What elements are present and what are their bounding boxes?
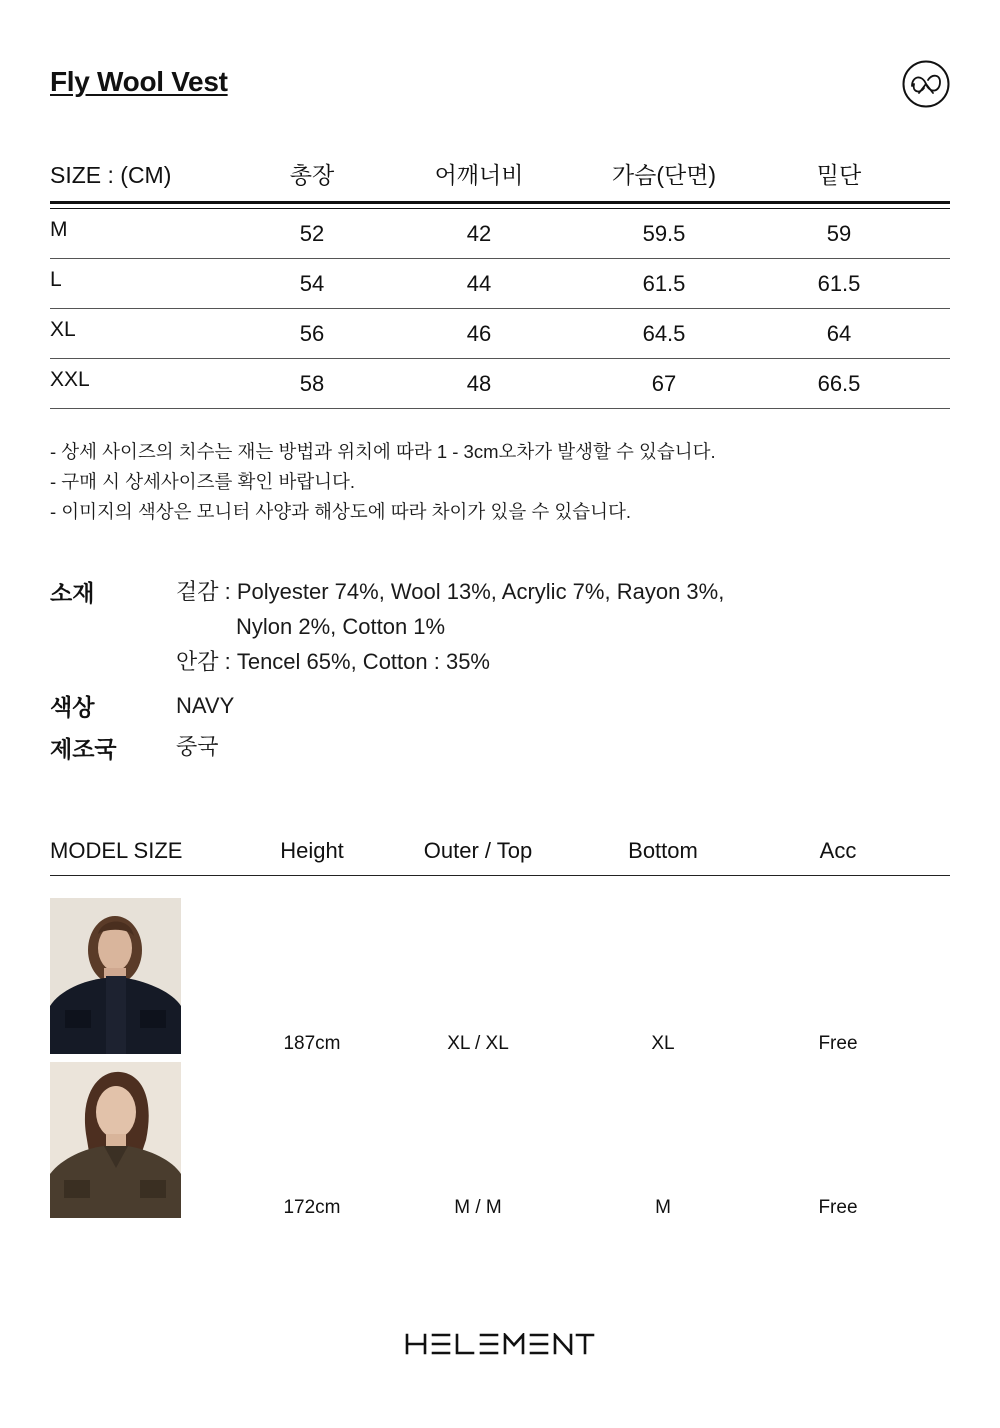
model-photo: [50, 1062, 181, 1218]
table-row: [50, 359, 950, 409]
length-value: 54: [299, 271, 325, 296]
model-height: 172cm: [283, 1197, 341, 1218]
model-photo: [50, 898, 181, 1054]
hem-col-header: 밑단: [816, 162, 862, 188]
size-label: L: [50, 268, 62, 291]
model-outer-top: XL / XL: [447, 1033, 509, 1054]
length-col-header: 총장: [289, 162, 335, 188]
shoulder-value: 46: [466, 321, 492, 346]
hem-value: 59: [826, 221, 852, 246]
chest-value: 61.5: [642, 271, 686, 296]
acc-col-header: Acc: [819, 838, 857, 863]
model-bottom: M: [655, 1197, 671, 1218]
hem-value: 64: [826, 321, 852, 346]
size-notes: [50, 437, 716, 527]
origin-label: 제조국: [50, 736, 117, 762]
material-line: Nylon 2%, Cotton 1%: [236, 614, 446, 639]
product-title: Fly Wool Vest: [50, 66, 228, 97]
table-row: [50, 309, 950, 359]
length-value: 58: [299, 371, 325, 396]
bottom-col-header: Bottom: [628, 838, 698, 863]
material-line: 안감 : Tencel 65%, Cotton : 35%: [176, 649, 490, 674]
model-height: 187cm: [283, 1033, 341, 1054]
table-row: [50, 259, 950, 309]
note-line: - 이미지의 색상은 모니터 사양과 해상도에 따라 차이가 있을 수 있습니다.: [50, 501, 631, 522]
shoulder-value: 48: [466, 371, 492, 396]
chest-value: 64.5: [642, 321, 686, 346]
size-label: XXL: [50, 368, 90, 391]
origin-value: 중국: [176, 734, 219, 759]
material-label: 소재: [50, 580, 95, 606]
shoulder-value: 42: [466, 221, 492, 246]
hem-value: 66.5: [817, 371, 861, 396]
brand-logo: [405, 1333, 595, 1355]
color-value: NAVY: [176, 693, 235, 718]
size-table-header: [50, 150, 950, 200]
material-line: 겉감 : Polyester 74%, Wool 13%, Acrylic 7%, Rayon 3%,: [176, 579, 725, 604]
model-row: [50, 1062, 950, 1218]
size-label: M: [50, 218, 68, 241]
chest-col-header: 가슴(단면): [611, 162, 717, 188]
length-value: 52: [299, 221, 325, 246]
model-size-col-header: MODEL SIZE: [50, 838, 183, 863]
model-acc: Free: [818, 1197, 858, 1218]
chest-value: 67: [651, 371, 677, 396]
size-col-header: SIZE : (CM): [50, 162, 172, 188]
color-label: 색상: [50, 694, 95, 720]
header-divider: [50, 201, 950, 204]
note-line: - 구매 시 상세사이즈를 확인 바랍니다.: [50, 471, 356, 492]
height-col-header: Height: [280, 838, 344, 863]
chest-value: 59.5: [642, 221, 686, 246]
note-line: - 상세 사이즈의 치수는 재는 방법과 위치에 따라 1 - 3cm오차가 발생할 수 있습니다.: [50, 441, 716, 462]
size-label: XL: [50, 318, 76, 341]
model-row: [50, 898, 950, 1054]
model-bottom: XL: [651, 1033, 675, 1054]
table-row: [50, 209, 950, 259]
model-size-header: [50, 838, 950, 876]
shoulder-value: 44: [466, 271, 492, 296]
brand-emblem-icon: [902, 60, 950, 108]
model-outer-top: M / M: [454, 1197, 502, 1218]
shoulder-col-header: 어깨너비: [434, 162, 524, 188]
hem-value: 61.5: [817, 271, 861, 296]
size-table: [50, 150, 950, 409]
model-acc: Free: [818, 1033, 858, 1054]
length-value: 56: [299, 321, 325, 346]
outer-top-col-header: Outer / Top: [423, 838, 533, 863]
